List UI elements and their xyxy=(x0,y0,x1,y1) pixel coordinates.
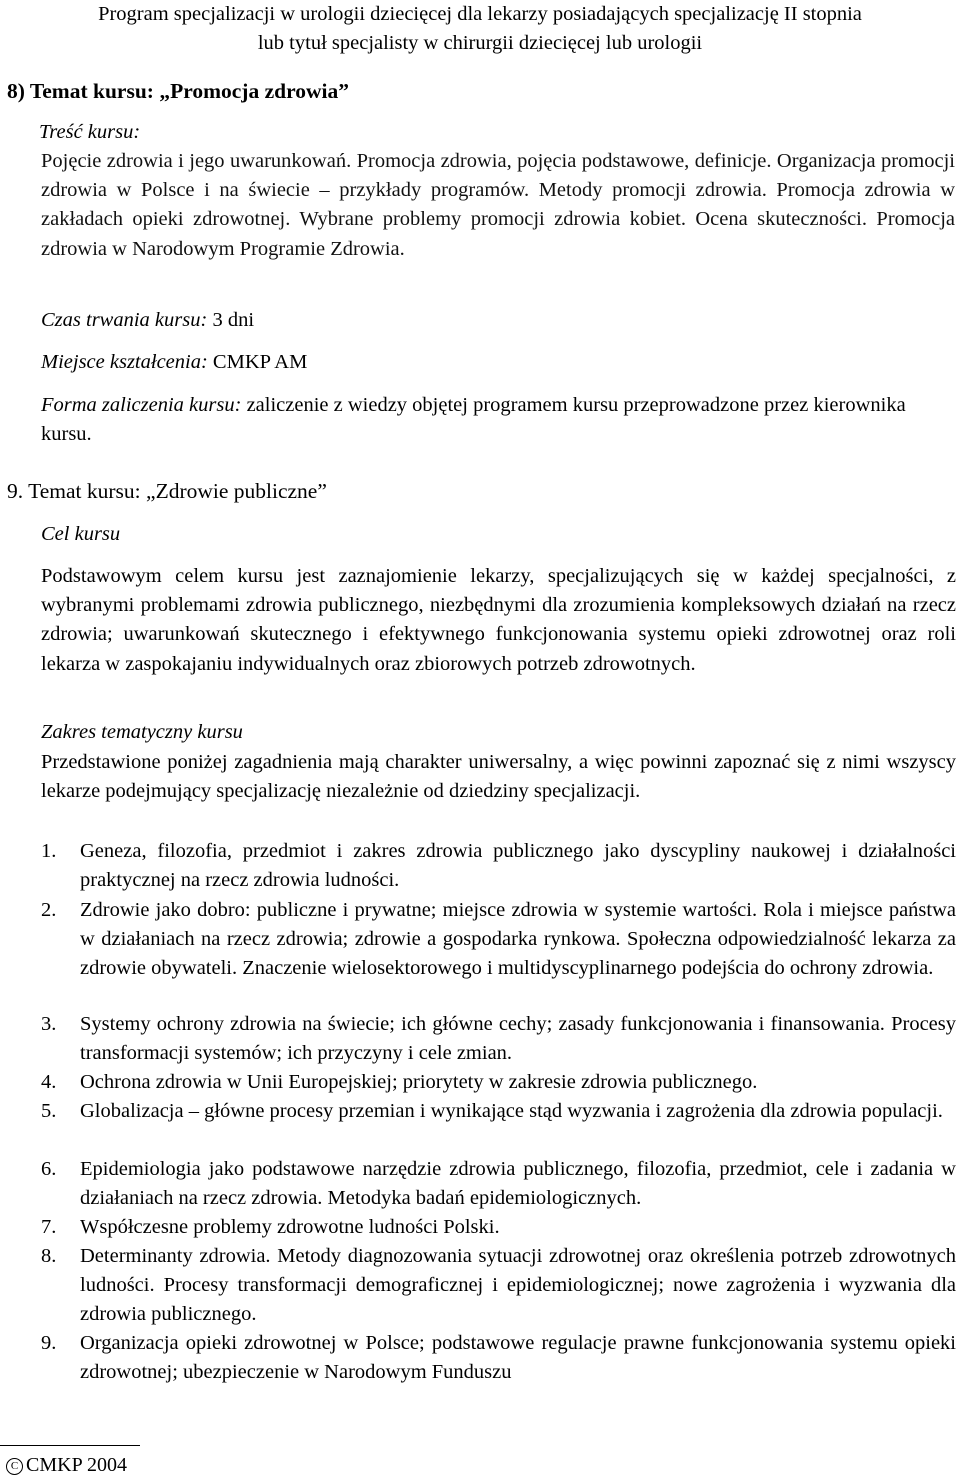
list-item-text: Organizacja opieki zdrowotnej w Polsce; podstawowe regulacje prawne funkcjonowania systemu opieki zdrowotnej; ubezpieczenie w Narodowym Funduszu xyxy=(80,1332,956,1384)
duration-line xyxy=(41,306,254,335)
copyright-icon: C xyxy=(6,1458,23,1475)
form-value: zaliczenie z wiedzy objętej programem kursu przeprowadzone przez kierownika kursu. xyxy=(41,394,906,446)
goal-text: Podstawowym celem kursu jest zaznajomienie lekarzy, specjalizujących się w każdej specjalności, z wybranymi problemami zdrowia publicznego, niezbędnymi dla zrozumienia kompleksowych działań na rzecz zdrowia; uwarunkowań skutecznego i efektywnego funkcjonowania systemu opieki zdrowotnej oraz roli lekarza w zaspokajaniu indywidualnych oraz zbiorowych potrzeb zdrowotnych. xyxy=(41,565,956,675)
list-item-number: 7. xyxy=(41,1216,57,1238)
list-item-text: Współczesne problemy zdrowotne ludności Polski. xyxy=(80,1216,500,1238)
list-item-text: Determinanty zdrowia. Metody diagnozowania sytuacji zdrowotnej oraz określenia potrzeb zdrowotnych ludności. Procesy transformacji demograficznej i epidemiologicznej; nowe zagrożenia i wyzwania dla zdrowia publicznego. xyxy=(80,1245,956,1326)
list-item-number: 4. xyxy=(41,1071,57,1093)
list-item-text: Zdrowie jako dobro: publiczne i prywatne; miejsce zdrowia w systemie wartości. Rola i miejsce państwa w działaniach na rzecz zdrowia; zdrowie a gospodarka rynkowa. Społeczna odpowiedzialność lekarza za zdrowie obywateli. Znaczenie wielosektorowego i multidyscyplinarnego podejścia do ochrony zdrowia. xyxy=(80,899,956,980)
scope-text: Przedstawione poniżej zagadnienia mają charakter uniwersalny, a więc powinni zapoznać się z nimi wszyscy lekarze podejmujący specjalizację niezależnie od dziedziny specjalizacji. xyxy=(41,751,956,803)
form-label: Forma zaliczenia kursu: xyxy=(41,394,242,416)
duration-value: 3 dni xyxy=(207,309,255,331)
list-item-number: 5. xyxy=(41,1100,57,1122)
place-label: Miejsce kształcenia: xyxy=(41,351,208,373)
section-8-content-label: Treść kursu: xyxy=(39,121,141,143)
running-header-line-1: Program specjalizacji w urologii dziecięcej dla lekarzy posiadających specjalizację II stopnia xyxy=(98,3,862,25)
list-item-number: 3. xyxy=(41,1013,57,1035)
list-item-number: 8. xyxy=(41,1245,57,1267)
duration-label: Czas trwania kursu: xyxy=(41,309,208,331)
section-8-content-text: Pojęcie zdrowia i jego uwarunkowań. Promocja zdrowia, pojęcia podstawowe, definicje. Organizacja promocji zdrowia w Polsce i na świecie – przykłady programów. Metody promocji zdrowia. Promocja zdrowia w zakładach opieki zdrowotnej. Wybrane problemy promocji zdrowia kobiet. Ocena skuteczności. Promocja zdrowia w Narodowym Programie Zdrowia. xyxy=(41,150,955,260)
section-8-title: 8) Temat kursu: „Promocja zdrowia” xyxy=(7,79,349,103)
list-item-number: 9. xyxy=(41,1332,57,1354)
goal-label: Cel kursu xyxy=(41,523,121,545)
footer-copyright xyxy=(6,1454,127,1476)
list-item-text: Geneza, filozofia, przedmiot i zakres zdrowia publicznego jako dyscypliny naukowej i działalności praktycznej na rzecz zdrowia ludności. xyxy=(80,840,956,892)
list-item-number: 2. xyxy=(41,899,57,921)
form-paragraph xyxy=(41,391,955,449)
running-header-line-2: lub tytuł specjalisty w chirurgii dziecięcej lub urologii xyxy=(257,32,703,54)
list-item-text: Epidemiologia jako podstawowe narzędzie zdrowia publicznego, filozofia, przedmiot, cele i zadania w działaniach na rzecz zdrowia. Metodyka badań epidemiologicznych. xyxy=(80,1158,956,1210)
scope-label: Zakres tematyczny kursu xyxy=(41,721,243,743)
footer-rule xyxy=(0,1445,140,1446)
place-value: CMKP AM xyxy=(207,351,308,373)
section-9-title: 9. Temat kursu: „Zdrowie publiczne” xyxy=(7,479,327,503)
list-item-number: 6. xyxy=(41,1158,57,1180)
footer-copyright-text: CMKP 2004 xyxy=(26,1454,127,1476)
list-item-text: Globalizacja – główne procesy przemian i wynikające stąd wyzwania i zagrożenia dla zdrowia populacji. xyxy=(80,1100,943,1122)
list-item-number: 1. xyxy=(41,840,57,862)
list-item-text: Systemy ochrony zdrowia na świecie; ich główne cechy; zasady funkcjonowania i finansowania. Procesy transformacji systemów; ich przyczyny i cele zmian. xyxy=(80,1013,956,1065)
list-item-text: Ochrona zdrowia w Unii Europejskiej; priorytety w zakresie zdrowia publicznego. xyxy=(80,1071,758,1093)
place-line xyxy=(41,348,307,377)
